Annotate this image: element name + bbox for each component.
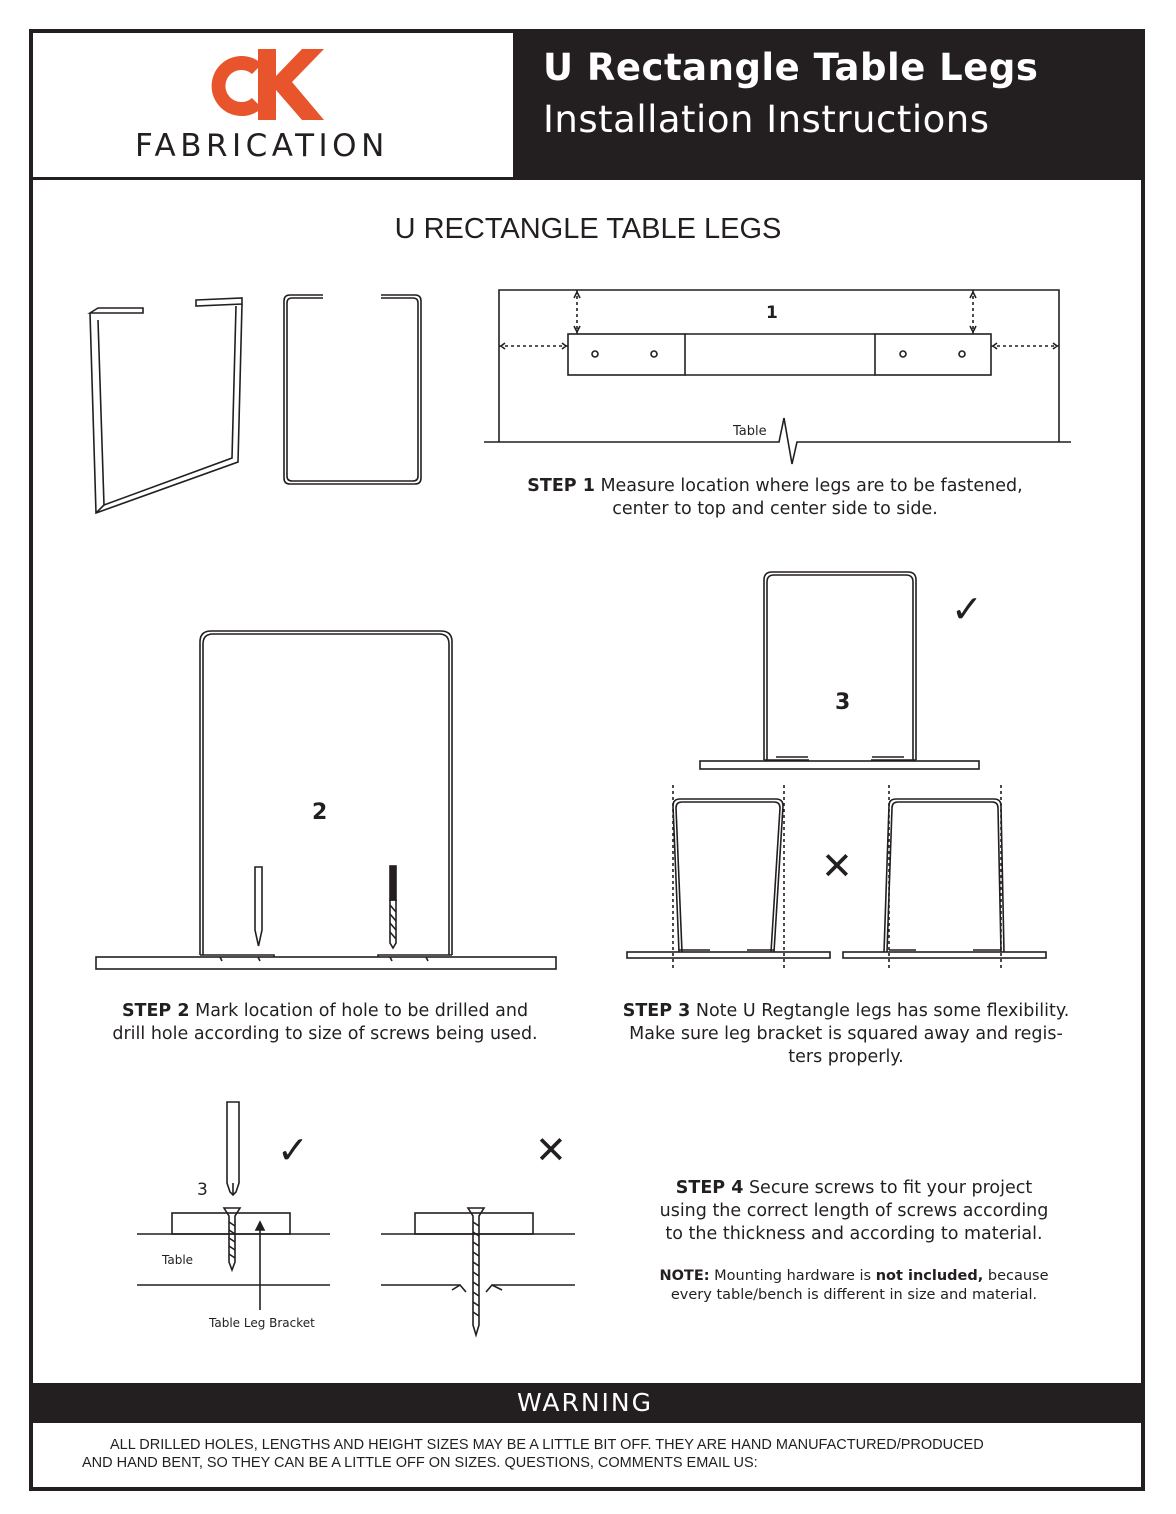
step1-text-line1: Measure location where legs are to be fastened, — [594, 476, 1023, 496]
step4-cross-icon: ✕ — [535, 1128, 567, 1172]
step1-instructions — [500, 475, 1050, 521]
step3-correct-diagram — [700, 572, 979, 769]
step4-bracket-label: Table Leg Bracket — [209, 1316, 315, 1330]
warning-title: WARNING — [29, 1383, 1141, 1423]
step4-text-line2: using the correct length of screws according — [659, 1201, 1049, 1221]
hardware-note — [626, 1267, 1082, 1305]
step1-text-line2: center to top and center side to side. — [612, 499, 938, 519]
step3-text-line3: ters properly. — [788, 1047, 904, 1067]
step2-label: STEP 2 — [121, 1001, 190, 1021]
step4-table-label: Table — [162, 1253, 194, 1267]
step1-table-label: Table — [733, 424, 767, 439]
brand-name: FABRICATION — [135, 128, 389, 164]
step3-text-line1: Note U Regtangle legs has some flexibility. — [690, 1001, 1070, 1021]
note-text-a: Mounting hardware is — [709, 1268, 876, 1284]
step4-label: STEP 4 — [675, 1178, 744, 1198]
note-text-b: because — [983, 1268, 1049, 1284]
step2-instructions — [80, 1000, 570, 1046]
note-text-bold: not included, — [875, 1268, 984, 1284]
warning-text-line2: AND HAND BENT, SO THEY CAN BE A LITTLE OFF ON SIZES. QUESTIONS, COMMENTS EMAIL US: — [82, 1455, 758, 1471]
note-label: NOTE: — [659, 1268, 710, 1284]
step4-text-line3: to the thickness and according to material. — [665, 1224, 1043, 1244]
page-subtitle: Installation Instructions — [543, 98, 990, 141]
step4-check-icon: ✓ — [277, 1128, 309, 1172]
step2-figure-number: 2 — [312, 800, 328, 825]
warning-text — [82, 1436, 1086, 1472]
leg-front-drawing — [284, 295, 421, 484]
warning-text-line1: ALL DRILLED HOLES, LENGTHS AND HEIGHT SIZES MAY BE A LITTLE BIT OFF. THEY ARE HAND MANUFACTURED/PRODUCED — [110, 1437, 984, 1453]
step2-text-line2: drill hole according to size of screws being used. — [112, 1024, 538, 1044]
step4-figure-number: 3 — [197, 1180, 208, 1200]
step3-instructions — [596, 1000, 1096, 1069]
page-title: U Rectangle Table Legs — [543, 46, 1039, 89]
step4-incorrect-diagram — [381, 1208, 575, 1335]
note-text-line2: every table/bench is different in size and material. — [670, 1287, 1038, 1303]
step2-text-line1: Mark location of hole to be drilled and — [189, 1001, 529, 1021]
step4-text-line1: Secure screws to fit your project — [743, 1178, 1033, 1198]
step3-cross-icon: ✕ — [821, 844, 853, 888]
step3-check-icon: ✓ — [951, 587, 983, 631]
leg-perspective-drawing — [90, 298, 242, 513]
step1-label: STEP 1 — [527, 476, 595, 496]
step3-figure-number: 3 — [835, 690, 851, 715]
step1-dimension-number: 1 — [766, 303, 778, 323]
step4-instructions — [626, 1177, 1082, 1246]
step3-text-line2: Make sure leg bracket is squared away and regis- — [629, 1024, 1063, 1044]
section-title: U RECTANGLE TABLE LEGS — [394, 213, 782, 245]
step3-label: STEP 3 — [622, 1001, 691, 1021]
